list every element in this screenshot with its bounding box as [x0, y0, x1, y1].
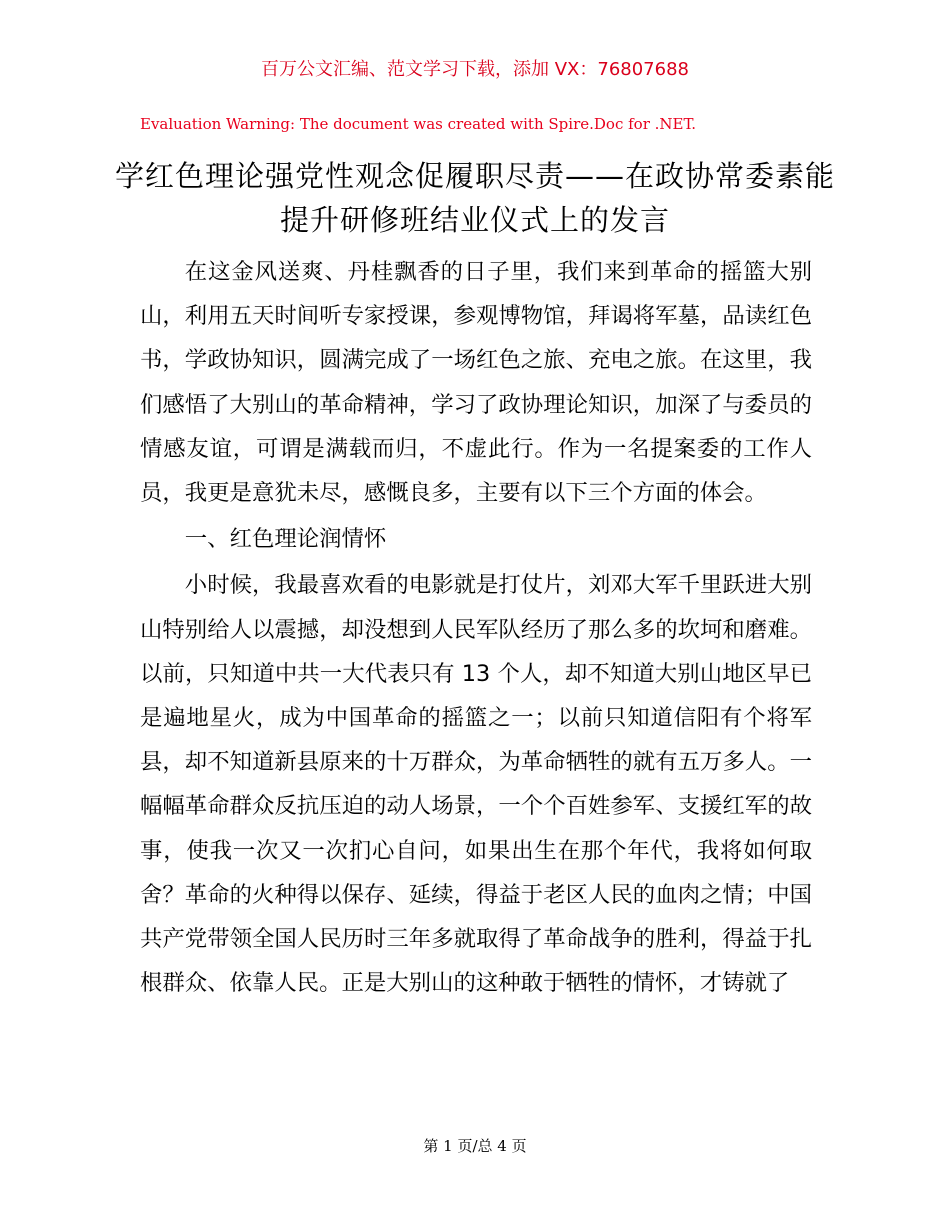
paragraph-intro: 在这金风送爽、丹桂飘香的日子里，我们来到革命的摇篮大别山，利用五天时间听专家授课，参观博物馆，拜谒将军墓，品读红色书，学政协知识，圆满完成了一场红色之旅、充电之旅。在这里，我们感悟了大别山的革命精神，学习了政协理论知识，加深了与委员的情感友谊，可谓是满载而归，不虚此行。作为一名提案委的工作人员，我更是意犹未尽，感慨良多，主要有以下三个方面的体会。: [140, 259, 812, 507]
section-heading: 一、红色理论润情怀: [184, 526, 387, 553]
document-title: 学红色理论强党性观念促履职尽责——在政协常委素能提升研修班结业仪式上的发言: [114, 159, 835, 237]
paragraph-section-1: 小时候，我最喜欢看的电影就是打仗片，刘邓大军千里跃进大别山特别给人以震撼，却没想到人民军队经历了那么多的坎坷和磨难。以前，只知道中共一大代表只有 13 个人，却不知道大别山地区早已是遍地星火，成为中国革命的摇篮之一；以前只知道信阳有个将军县，却不知道新县原来的十万群众，为革命牺牲的就有五万多人。一幅幅革命群众反抗压迫的动人场景，一个个百姓参军、支援红军的故事，使我一次又一次扪心自问，如果出生在那个年代，我将如何取舍？革命的火种得以保存、延续，得益于老区人民的血肉之情；中国共产党带领全国人民历时三年多就取得了革命战争的胜利，得益于扎根群众、依靠人民。正是大别山的这种敢于牺牲的情怀，才铸就了: [140, 572, 812, 997]
header-ad-text: 百万公文汇编、范文学习下载，添加 VX：76807688: [261, 59, 689, 80]
page-footer: 第 1 页/总 4 页: [423, 1137, 527, 1155]
evaluation-warning: Evaluation Warning: The document was created with Spire.Doc for .NET.: [140, 115, 697, 133]
document-body: [140, 250, 812, 1005]
